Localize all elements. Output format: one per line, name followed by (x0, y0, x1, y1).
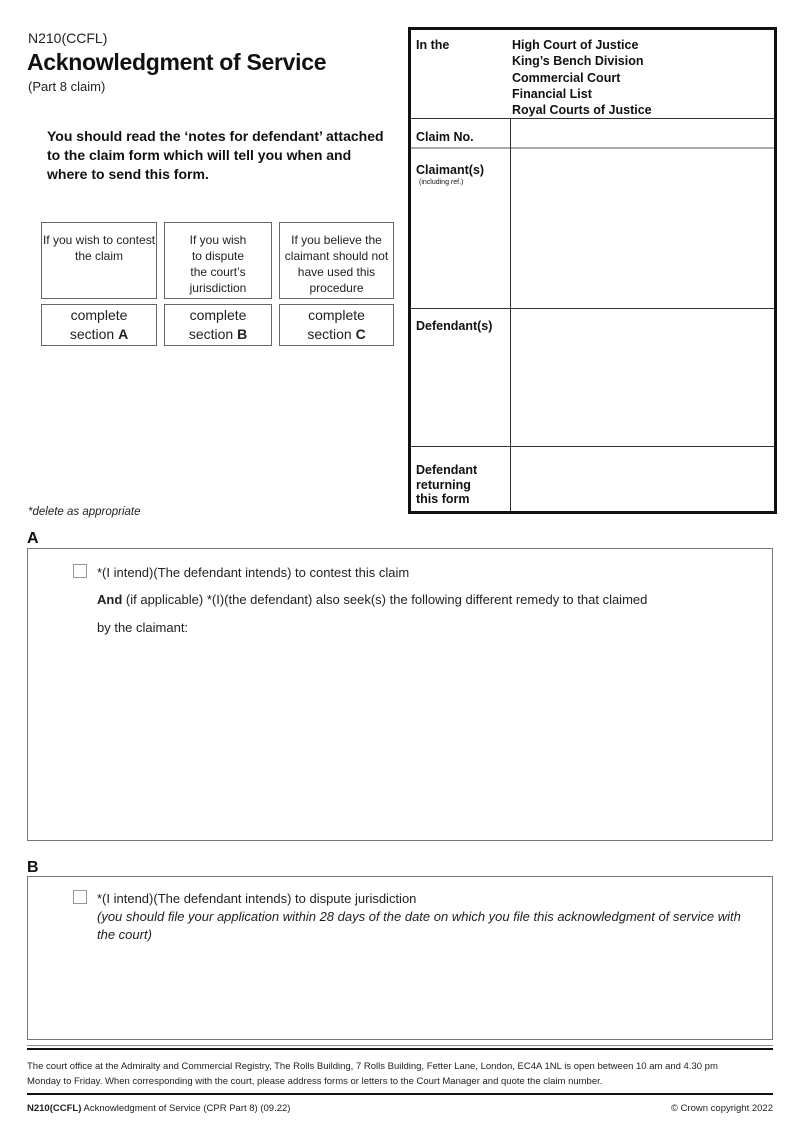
court-name (512, 37, 652, 118)
claimants-field[interactable] (511, 149, 774, 308)
divider (27, 1093, 773, 1095)
section-word: section (69, 326, 115, 342)
section-letter: A (118, 326, 129, 342)
office-text-line: The court office at the Admiralty and Commercial Registry, The Rolls Building, 7 Rolls Building, Fetter Lane, London, EC4A 1NL is open between 10 am and 4.30 pm (27, 1061, 718, 1072)
guide-action-c-prefix: complete (308, 307, 365, 323)
claimants-sublabel: (including ref.) (419, 179, 464, 186)
section-a-remedy-line-2: by the claimant: (97, 620, 189, 635)
court-details-table (408, 27, 777, 514)
section-letter: B (237, 326, 248, 342)
defendant-returning-label (416, 463, 477, 507)
section-a-letter: A (27, 530, 39, 547)
label-line: returning (416, 477, 471, 492)
defendants-field[interactable] (511, 309, 774, 446)
court-line: Commercial Court (512, 70, 621, 85)
section-a-checkbox-label: *(I intend)(The defendant intends) to contest this claim (97, 565, 410, 580)
label-line: Defendant (416, 463, 478, 477)
section-word: section (188, 326, 234, 342)
defendants-label: Defendant(s) (416, 319, 493, 333)
guide-action-b-section (165, 325, 271, 344)
form-reference (27, 1103, 290, 1114)
office-text-line: Monday to Friday. When corresponding with the court, please address forms or letters to the Court Manager and quote the claim number. (27, 1076, 603, 1087)
section-b-note: (you should file your application within 28 days of the date on which you file this acknowledgment of service with the court) (97, 909, 741, 942)
claim-no-label: Claim No. (416, 130, 474, 144)
form-ref-code: N210(CCFL) (27, 1103, 82, 1114)
section-letter: C (355, 326, 366, 342)
delete-note: *delete as appropriate (28, 506, 141, 518)
court-line: Royal Courts of Justice (512, 103, 652, 118)
court-line: Financial List (512, 86, 592, 101)
claimants-label (416, 163, 484, 187)
guide-condition-c-text: If you believe the claimant should not have used this procedure (284, 233, 389, 295)
guide-action-c (279, 304, 394, 346)
guide-action-b (164, 304, 272, 346)
guide-action-a-section (42, 325, 156, 344)
guide-condition-b-text: If you wish to dispute the court’s jurisdiction (189, 233, 247, 295)
divider (27, 1045, 773, 1046)
guide-action-b-prefix: complete (189, 307, 247, 323)
section-word: section (307, 326, 352, 342)
guide-condition-a: If you wish to contest the claim (41, 222, 157, 299)
guide-action-a (41, 304, 157, 346)
divider (27, 1048, 773, 1050)
section-a-remedy-line (97, 592, 647, 607)
guide-condition-c (279, 222, 394, 299)
section-a-remedy-field[interactable] (97, 642, 757, 832)
remedy-bold: And (97, 592, 123, 607)
court-line: King’s Bench Division (512, 54, 644, 69)
column-divider (510, 118, 511, 511)
remedy-text: (if applicable) *(I)(the defendant) also seek(s) the following different remedy to that claimed (122, 592, 648, 607)
guide-action-a-prefix: complete (70, 307, 128, 323)
court-line: High Court of Justice (512, 38, 639, 52)
section-b-letter: B (27, 859, 39, 876)
claim-no-field[interactable] (511, 119, 774, 147)
form-ref-text: Acknowledgment of Service (CPR Part 8) (09.22) (81, 1103, 291, 1114)
in-the-label: In the (416, 38, 450, 52)
guide-condition-b (164, 222, 272, 299)
defendant-returning-field[interactable] (511, 447, 774, 511)
section-a-checkbox[interactable] (73, 564, 87, 578)
label-line: this form (416, 492, 470, 506)
guide-action-c-section (280, 325, 393, 344)
form-code: N210(CCFL) (28, 30, 108, 46)
intro-instructions: You should read the ‘notes for defendant’ attached to the claim form which will tell you when and where to send this form. (47, 128, 384, 182)
page-subtitle: (Part 8 claim) (28, 79, 106, 94)
page-title: Acknowledgment of Service (27, 49, 327, 75)
section-b-checkbox-label: *(I intend)(The defendant intends) to dispute jurisdiction (97, 891, 417, 906)
claimants-label-text: Claimant(s) (416, 163, 485, 177)
section-b-checkbox[interactable] (73, 890, 87, 904)
copyright: © Crown copyright 2022 (670, 1103, 773, 1114)
court-office-info (27, 1059, 777, 1089)
